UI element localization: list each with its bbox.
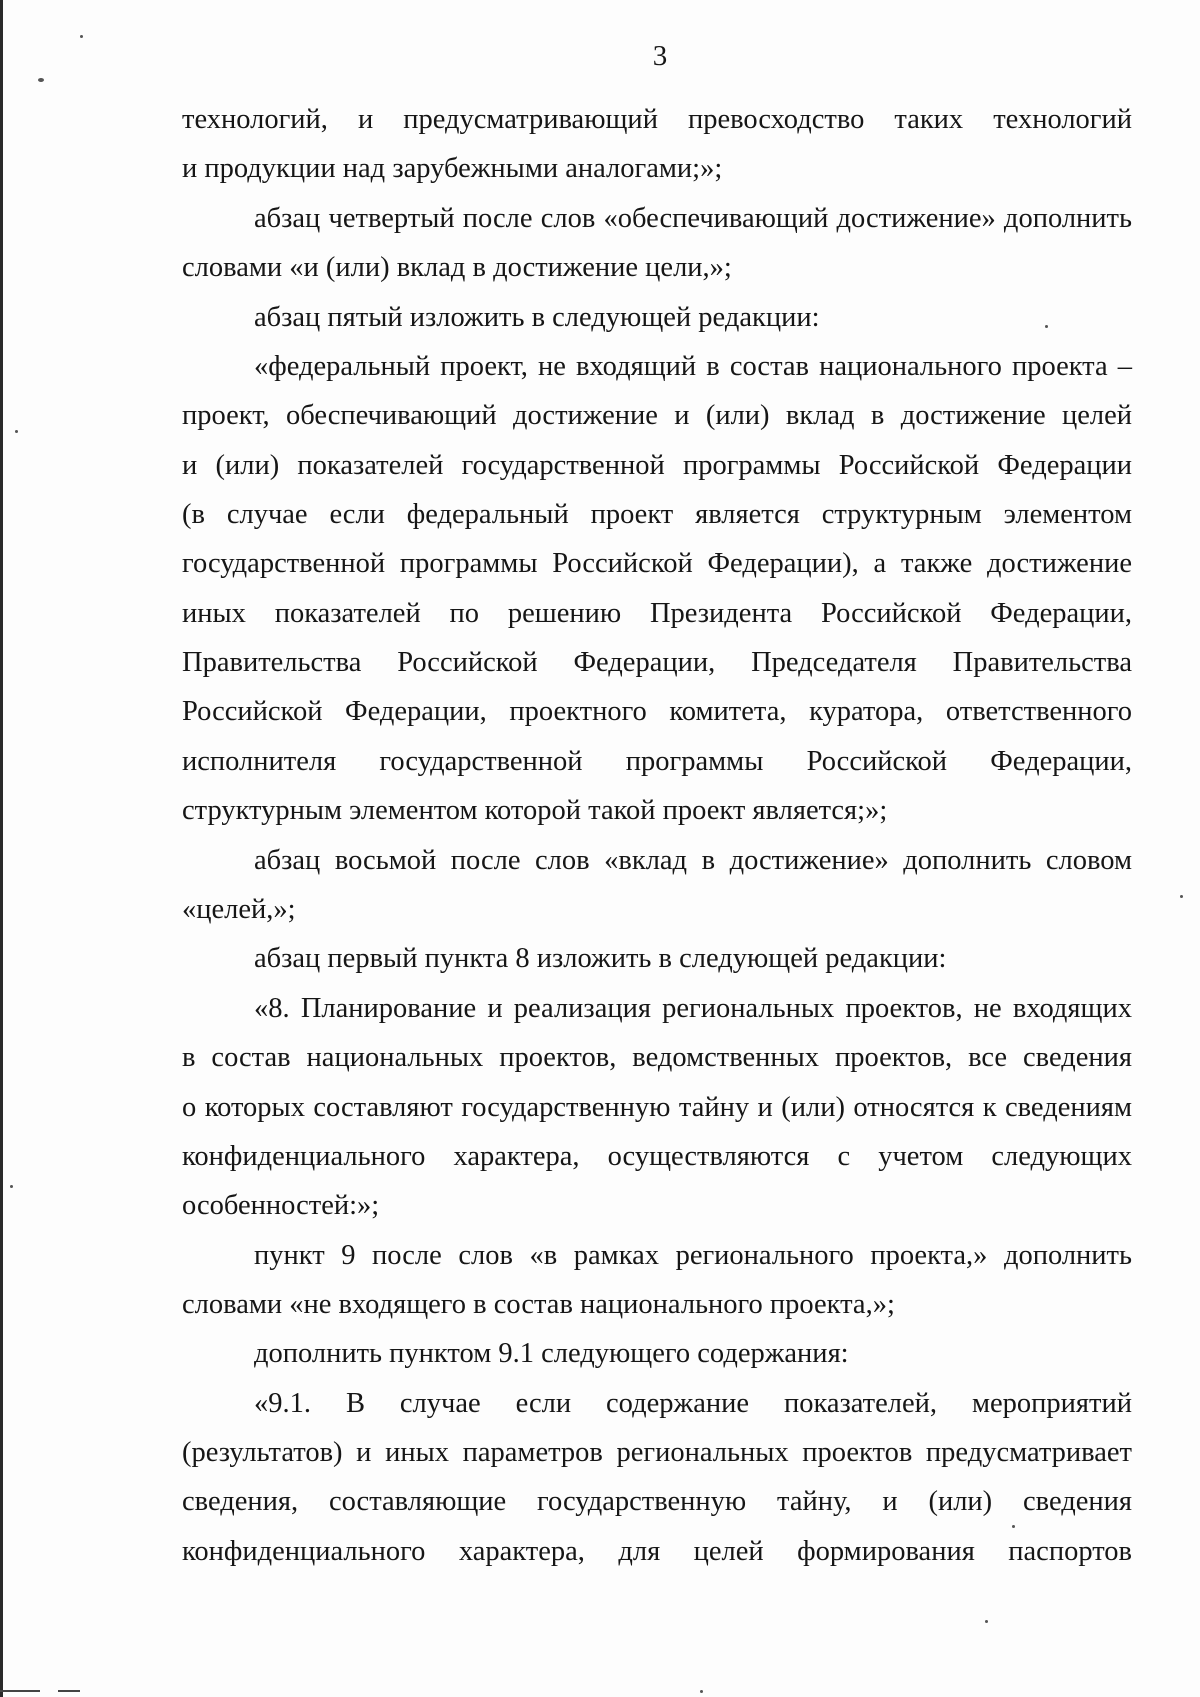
text-line: абзац первый пункта 8 изложить в следующей редакции:	[254, 943, 947, 974]
text-line: (в случае если федеральный проект является структурным элементом	[182, 499, 1132, 530]
text-line: «8. Планирование и реализация региональных проектов, не входящих	[254, 993, 1132, 1024]
scan-speck	[1180, 895, 1183, 898]
text-line: и (или) показателей государственной программы Российской Федерации	[182, 450, 1132, 481]
text-line: «федеральный проект, не входящий в состав национального проекта –	[254, 351, 1132, 382]
scan-speck	[700, 1690, 703, 1693]
text-line: «9.1. В случае если содержание показателей, мероприятий	[254, 1388, 1132, 1419]
scan-mark	[58, 1690, 80, 1692]
text-line: государственной программы Российской Федерации), а также достижение	[182, 548, 1132, 579]
text-line: «целей,»;	[182, 894, 296, 925]
page-number: 3	[652, 40, 668, 72]
text-line: сведения, составляющие государственную тайну, и (или) сведения	[182, 1486, 1132, 1517]
scan-speck	[38, 78, 44, 82]
text-line: (результатов) и иных параметров региональных проектов предусматривает	[182, 1437, 1132, 1468]
text-line: структурным элементом которой такой проект является;»;	[182, 795, 888, 826]
text-line: и продукции над зарубежными аналогами;»;	[182, 153, 723, 184]
text-line: словами «и (или) вклад в достижение цели,»;	[182, 252, 732, 283]
text-line: Правительства Российской Федерации, Председателя Правительства	[182, 647, 1132, 678]
scan-speck	[1045, 325, 1048, 328]
text-line: абзац восьмой после слов «вклад в достижение» дополнить словом	[254, 845, 1132, 876]
text-line: технологий, и предусматривающий превосходство таких технологий	[182, 104, 1132, 135]
text-line: пункт 9 после слов «в рамках регионального проекта,» дополнить	[254, 1240, 1132, 1271]
text-line: Российской Федерации, проектного комитета, куратора, ответственного	[182, 696, 1132, 727]
text-line: дополнить пунктом 9.1 следующего содержания:	[254, 1338, 849, 1369]
text-line: конфиденциального характера, осуществляются с учетом следующих	[182, 1141, 1132, 1172]
scan-speck	[10, 1185, 13, 1188]
text-line: особенностей:»;	[182, 1190, 380, 1221]
text-line: словами «не входящего в состав национального проекта,»;	[182, 1289, 895, 1320]
scan-speck	[80, 35, 83, 38]
text-line: абзац пятый изложить в следующей редакции:	[254, 302, 820, 333]
scan-speck	[1012, 1525, 1015, 1528]
text-line: исполнителя государственной программы Российской Федерации,	[182, 746, 1132, 777]
scan-speck	[985, 1620, 988, 1623]
text-line: абзац четвертый после слов «обеспечивающий достижение» дополнить	[254, 203, 1132, 234]
text-line: конфиденциального характера, для целей формирования паспортов	[182, 1536, 1132, 1567]
scan-left-edge	[0, 0, 3, 1697]
scan-mark	[0, 1690, 40, 1692]
text-line: о которых составляют государственную тайну и (или) относятся к сведениям	[182, 1092, 1132, 1123]
text-line: иных показателей по решению Президента Российской Федерации,	[182, 598, 1132, 629]
scan-speck	[15, 430, 18, 433]
text-line: проект, обеспечивающий достижение и (или) вклад в достижение целей	[182, 400, 1132, 431]
text-line: в состав национальных проектов, ведомственных проектов, все сведения	[182, 1042, 1132, 1073]
